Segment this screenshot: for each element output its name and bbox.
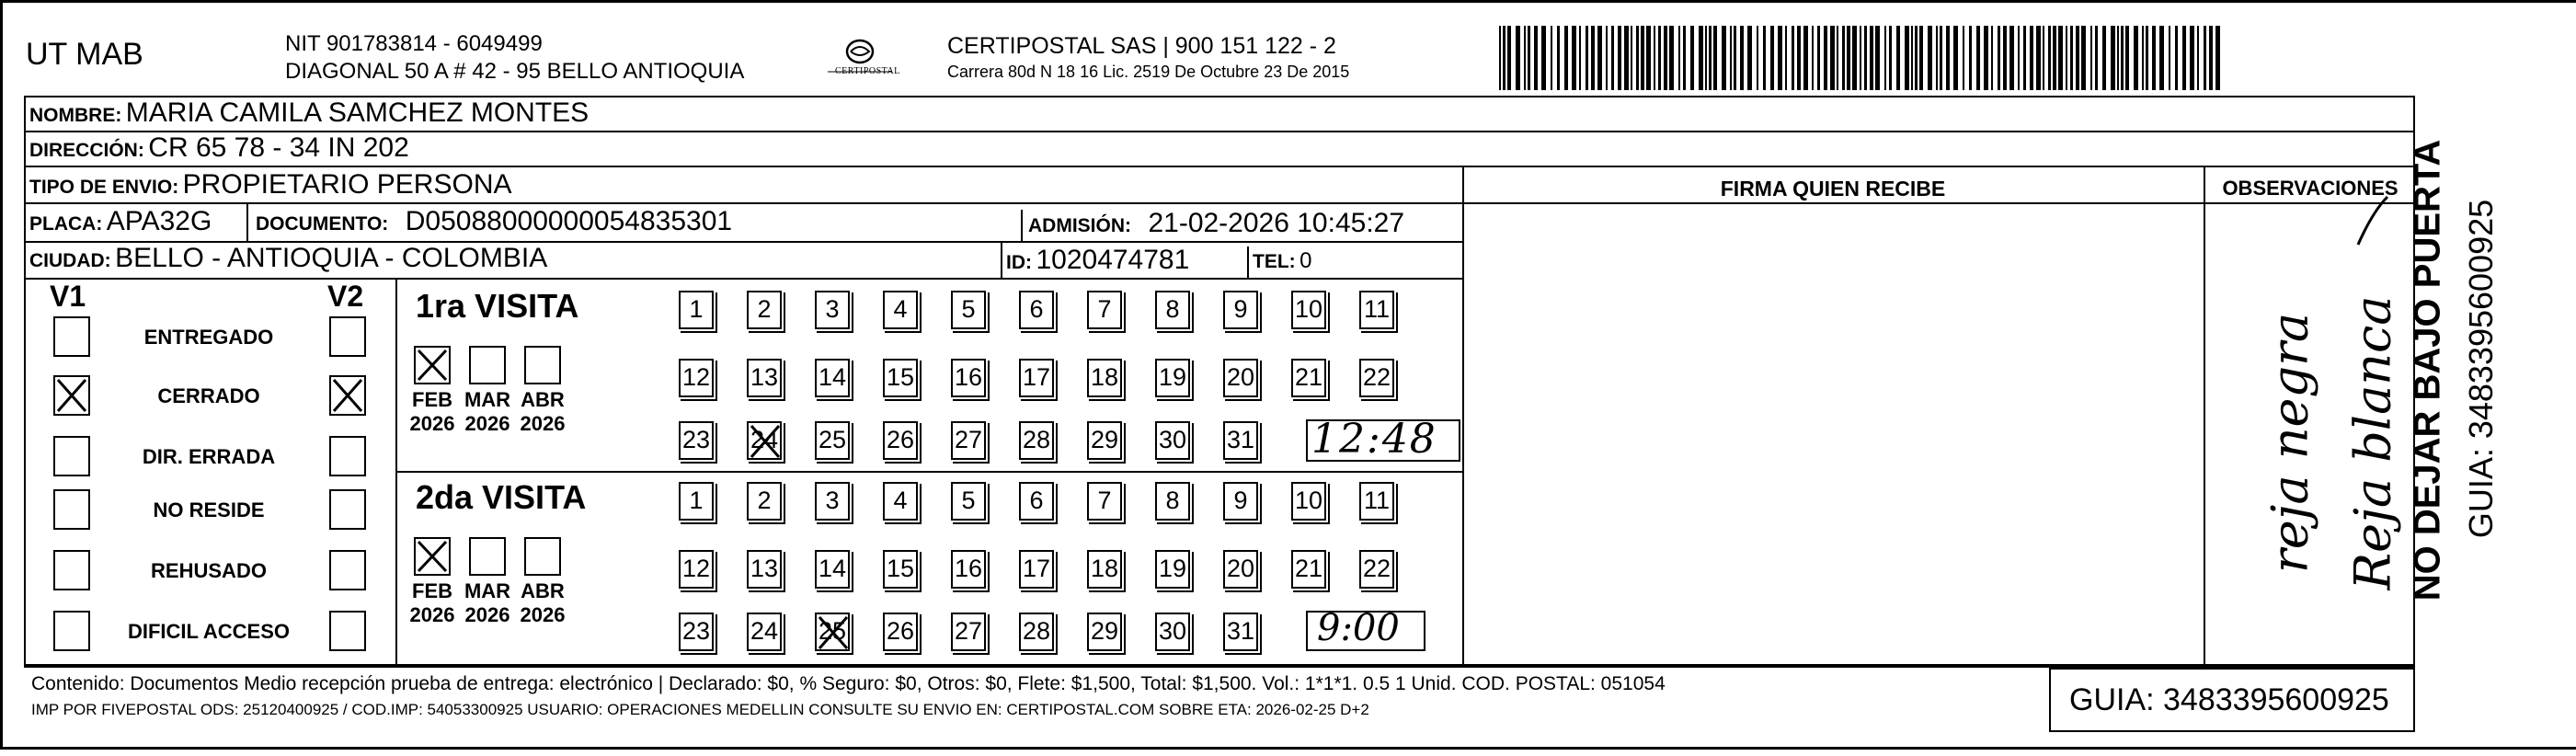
id-row bbox=[1006, 245, 1189, 276]
barcode-bar bbox=[1528, 26, 1530, 90]
city-label: CIUDAD: bbox=[29, 250, 111, 271]
signature-left-border bbox=[1462, 166, 1464, 666]
barcode-bar bbox=[1734, 26, 1736, 90]
barcode-bar bbox=[2018, 26, 2020, 90]
month-checkbox[interactable] bbox=[524, 537, 561, 576]
barcode-bar bbox=[2125, 26, 2129, 90]
tel-row bbox=[1253, 248, 1311, 274]
barcode-bar bbox=[1998, 26, 2000, 90]
barcode-bar bbox=[1705, 26, 1707, 90]
v2-checkbox[interactable] bbox=[329, 436, 366, 476]
barcode-bar bbox=[1852, 26, 1857, 90]
day-box[interactable]: 7 bbox=[1087, 291, 1122, 329]
visit2-time: 9:00 bbox=[1317, 607, 1400, 649]
barcode-bar bbox=[1797, 26, 1801, 90]
recipient-divider-2 bbox=[24, 166, 2415, 167]
barcode-bar bbox=[1946, 26, 1950, 90]
day-box[interactable]: 8 bbox=[1155, 482, 1190, 521]
month-check-mark-icon bbox=[416, 348, 449, 383]
v1-checkbox[interactable] bbox=[53, 550, 90, 590]
barcode-bar bbox=[1747, 26, 1752, 90]
barcode-bar bbox=[1763, 26, 1766, 90]
sender-address: DIAGONAL 50 A # 42 - 95 BELLO ANTIOQUIA bbox=[285, 59, 745, 84]
month-year: 2026 bbox=[409, 412, 455, 435]
day-box[interactable]: 6 bbox=[1019, 482, 1054, 521]
visit1-title: 1ra VISITA bbox=[416, 287, 579, 325]
day-box[interactable]: 17 bbox=[1019, 550, 1054, 589]
barcode-bar bbox=[2146, 26, 2148, 90]
day-box[interactable]: 16 bbox=[951, 359, 986, 397]
day-box[interactable]: 27 bbox=[951, 421, 986, 460]
v2-header: V2 bbox=[327, 280, 364, 313]
barcode-bar bbox=[1785, 26, 1787, 90]
barcode-bar bbox=[1624, 26, 1629, 90]
barcode-bar bbox=[1713, 26, 1717, 90]
visit-separator bbox=[395, 471, 1462, 473]
barcode-bar bbox=[1683, 26, 1686, 90]
day-box[interactable]: 22 bbox=[1359, 359, 1394, 397]
barcode-bar bbox=[2209, 26, 2213, 90]
day-box[interactable]: 22 bbox=[1359, 550, 1394, 589]
plate-label: PLACA: bbox=[29, 213, 103, 235]
v2-checkbox[interactable] bbox=[329, 611, 366, 651]
print-info-line: IMP POR FIVEPOSTAL ODS: 25120400925 / COD.IMP: 54053300925 USUARIO: OPERACIONES MEDELLIN CONSULTE SU ENVIO EN: CERTIPOSTAL.COM SOBRE ETA: 2026-02-25 D+2 bbox=[31, 701, 1369, 718]
observation-handwriting-1: reja negra bbox=[2261, 312, 2319, 574]
barcode-bar bbox=[1969, 26, 1972, 90]
barcode-bar bbox=[2048, 26, 2051, 90]
barcode-bar bbox=[2182, 26, 2186, 90]
status-reason-label: CERRADO bbox=[157, 384, 260, 407]
day-box[interactable]: 31 bbox=[1223, 421, 1258, 460]
barcode-bar bbox=[1557, 26, 1560, 90]
day-box[interactable]: 5 bbox=[951, 482, 986, 521]
month-name: ABR bbox=[521, 579, 565, 602]
plate-row bbox=[29, 206, 212, 237]
month-year: 2026 bbox=[464, 412, 510, 435]
barcode-bar bbox=[2095, 26, 2098, 90]
barcode-bar bbox=[1699, 26, 1703, 90]
barcode-bar bbox=[2169, 26, 2170, 90]
barcode-bar bbox=[1792, 26, 1794, 90]
barcode-bar bbox=[1896, 26, 1900, 90]
day-box[interactable]: 18 bbox=[1087, 359, 1122, 397]
barcode-bar bbox=[1516, 26, 1520, 90]
barcode-bar bbox=[1579, 26, 1581, 90]
tel-divider bbox=[1247, 246, 1249, 278]
id-divider bbox=[1001, 243, 1002, 278]
barcode-bar bbox=[1591, 26, 1595, 90]
barcode-bar bbox=[1631, 26, 1632, 90]
barcode-bar bbox=[1936, 26, 1938, 90]
day-box[interactable]: 21 bbox=[1291, 550, 1326, 589]
name-row bbox=[29, 97, 589, 129]
barcode-bar bbox=[1991, 26, 1993, 90]
guia-number: GUIA: 3483395600925 bbox=[2069, 682, 2389, 717]
barcode-bar bbox=[1611, 26, 1614, 90]
day-box[interactable]: 28 bbox=[1019, 421, 1054, 460]
day-box[interactable]: 12 bbox=[679, 550, 714, 589]
barcode-bar bbox=[1664, 26, 1667, 90]
month-label bbox=[513, 579, 572, 627]
day-box[interactable]: 31 bbox=[1223, 613, 1258, 651]
barcode-bar bbox=[1646, 26, 1651, 90]
day-box[interactable]: 21 bbox=[1291, 359, 1326, 397]
barcode-bar bbox=[1564, 26, 1568, 90]
recipient-divider-3 bbox=[24, 202, 2415, 204]
barcode-bar bbox=[1976, 26, 1980, 90]
month-label bbox=[458, 388, 517, 436]
barcode-bar bbox=[1524, 26, 1526, 90]
barcode-bar bbox=[1905, 26, 1909, 90]
barcode-bar bbox=[1860, 26, 1861, 90]
barcode-bar bbox=[1586, 26, 1588, 90]
plate-divider bbox=[246, 204, 248, 241]
barcode-bar bbox=[2076, 26, 2079, 90]
v1-check-mark-icon bbox=[55, 377, 88, 414]
barcode-bar bbox=[2190, 26, 2194, 90]
barcode-bar bbox=[1812, 26, 1814, 90]
barcode-bar bbox=[1551, 26, 1552, 90]
day-box[interactable]: 9 bbox=[1223, 482, 1258, 521]
barcode-bar bbox=[2204, 26, 2206, 90]
day-box[interactable]: 25 bbox=[815, 421, 850, 460]
address-label: DIRECCIÓN: bbox=[29, 140, 144, 161]
barcode-bar bbox=[2070, 26, 2073, 90]
barcode-bar bbox=[1658, 26, 1661, 90]
company-short-name: UT MAB bbox=[26, 37, 143, 72]
barcode-bar bbox=[1963, 26, 1964, 90]
day-box[interactable]: 4 bbox=[883, 291, 918, 329]
observation-stroke bbox=[2354, 193, 2391, 248]
day-box[interactable]: 26 bbox=[883, 421, 918, 460]
admission-divider bbox=[1021, 210, 1023, 241]
top-rule bbox=[0, 0, 2576, 3]
plate-value: APA32G bbox=[106, 206, 212, 236]
barcode-bar bbox=[1953, 26, 1958, 90]
signature-title: FIRMA QUIEN RECIBE bbox=[1720, 177, 1946, 200]
barcode-bar bbox=[2159, 26, 2164, 90]
visit2-title: 2da VISITA bbox=[416, 478, 587, 516]
month-year: 2026 bbox=[520, 412, 566, 435]
barcode-bar bbox=[1669, 26, 1674, 90]
barcode-bar bbox=[2102, 26, 2106, 90]
document-row bbox=[256, 206, 732, 237]
v2-checkbox[interactable] bbox=[329, 550, 366, 590]
barcode-bar bbox=[2134, 26, 2138, 90]
barcode-bar bbox=[1572, 26, 1576, 90]
day-box[interactable]: 2 bbox=[747, 482, 782, 521]
day-box[interactable]: 12 bbox=[679, 359, 714, 397]
bottom-rule bbox=[0, 747, 2576, 750]
day-box[interactable]: 23 bbox=[679, 613, 714, 651]
month-label bbox=[458, 579, 517, 627]
day-box[interactable]: 2 bbox=[747, 291, 782, 329]
barcode-bar bbox=[1830, 26, 1835, 90]
month-year: 2026 bbox=[464, 603, 510, 626]
day-box[interactable]: 19 bbox=[1155, 359, 1190, 397]
city-row bbox=[29, 243, 547, 274]
barcode-bar bbox=[1678, 26, 1680, 90]
day-box[interactable]: 4 bbox=[883, 482, 918, 521]
day-box[interactable]: 30 bbox=[1155, 421, 1190, 460]
logo-text: CERTIPOSTAL bbox=[835, 66, 900, 76]
tel-value: 0 bbox=[1299, 248, 1312, 273]
day-box[interactable]: 7 bbox=[1087, 482, 1122, 521]
barcode-bar bbox=[1984, 26, 1988, 90]
day-box[interactable]: 19 bbox=[1155, 550, 1190, 589]
barcode-bar bbox=[2121, 26, 2124, 90]
barcode-bar bbox=[1499, 26, 1501, 90]
barcode-bar bbox=[2175, 26, 2178, 90]
address-row bbox=[29, 132, 409, 164]
day-box[interactable]: 20 bbox=[1223, 359, 1258, 397]
month-name: FEB bbox=[412, 388, 452, 411]
month-year: 2026 bbox=[520, 603, 566, 626]
barcode-bar bbox=[1722, 26, 1726, 90]
barcode-bar bbox=[2090, 26, 2092, 90]
day-box[interactable]: 3 bbox=[815, 482, 850, 521]
month-check-mark-icon bbox=[416, 539, 449, 574]
barcode-bar bbox=[1837, 26, 1838, 90]
day-box[interactable]: 8 bbox=[1155, 291, 1190, 329]
barcode-bar bbox=[1778, 26, 1782, 90]
barcode-bar bbox=[1889, 26, 1892, 90]
v1-checkbox[interactable] bbox=[53, 316, 90, 357]
recipient-divider-5 bbox=[24, 278, 1463, 280]
day-box[interactable]: 6 bbox=[1019, 291, 1054, 329]
status-reason-label: DIFICIL ACCESO bbox=[127, 620, 290, 643]
month-label bbox=[403, 579, 462, 627]
v1-header: V1 bbox=[50, 280, 86, 313]
day-box[interactable]: 13 bbox=[747, 359, 782, 397]
month-checkbox[interactable] bbox=[469, 537, 506, 576]
visit1-time: 12:48 bbox=[1311, 416, 1437, 463]
content-line: Contenido: Documentos Medio recepción prueba de entrega: electrónico | Declarado: $0, % Seguro: $0, Otros: $0, Flete: $1,500, Total: $1,500. Vol.: 1*1*1. 0.5 1 Unid. COD. POSTAL: 051054 bbox=[31, 673, 1666, 694]
license-line: Carrera 80d N 18 16 Lic. 2519 De Octubre 23 De 2015 bbox=[947, 63, 1350, 81]
barcode-bar bbox=[1503, 26, 1506, 90]
day-box[interactable]: 13 bbox=[747, 550, 782, 589]
barcode-bar bbox=[1884, 26, 1886, 90]
barcode-bar bbox=[1740, 26, 1744, 90]
barcode-bar bbox=[2030, 26, 2033, 90]
status-reason-label: NO RESIDE bbox=[153, 498, 265, 521]
month-name: MAR bbox=[464, 579, 511, 602]
barcode-bar bbox=[2053, 26, 2056, 90]
barcode-bar bbox=[2111, 26, 2115, 90]
v2-checkbox[interactable] bbox=[329, 489, 366, 530]
barcode-bar bbox=[1847, 26, 1850, 90]
status-reason-label: ENTREGADO bbox=[143, 326, 274, 349]
day-box[interactable]: 14 bbox=[815, 359, 850, 397]
day-box[interactable]: 11 bbox=[1359, 482, 1394, 521]
barcode-bar bbox=[1757, 26, 1758, 90]
shipment-type: PROPIETARIO PERSONA bbox=[182, 169, 512, 200]
left-rule bbox=[0, 0, 3, 750]
day-box[interactable]: 10 bbox=[1291, 482, 1326, 521]
day-box[interactable]: 9 bbox=[1223, 291, 1258, 329]
day-box[interactable]: 20 bbox=[1223, 550, 1258, 589]
day-box[interactable]: 10 bbox=[1291, 291, 1326, 329]
company-name: CERTIPOSTAL SAS | 900 151 122 - 2 bbox=[947, 33, 1336, 59]
logo-emblem-icon bbox=[809, 31, 910, 90]
barcode-bar bbox=[2066, 26, 2067, 90]
barcode-bar bbox=[1654, 26, 1655, 90]
day-box[interactable]: 3 bbox=[815, 291, 850, 329]
tel-label: TEL: bbox=[1253, 251, 1296, 272]
barcode-bar bbox=[2058, 26, 2063, 90]
day-box[interactable]: 11 bbox=[1359, 291, 1394, 329]
city-value: BELLO - ANTIOQUIA - COLOMBIA bbox=[115, 243, 548, 273]
recipient-address: CR 65 78 - 34 IN 202 bbox=[148, 132, 409, 163]
certipostal-logo bbox=[809, 31, 910, 90]
type-label: TIPO DE ENVIO: bbox=[29, 177, 179, 198]
barcode-bar bbox=[1690, 26, 1694, 90]
day-box[interactable]: 24 bbox=[747, 421, 782, 460]
admission-label: ADMISIÓN: bbox=[1028, 215, 1131, 236]
barcode-bar bbox=[2081, 26, 2086, 90]
barcode-bar bbox=[1824, 26, 1827, 90]
month-label bbox=[403, 388, 462, 436]
day-box[interactable]: 30 bbox=[1155, 613, 1190, 651]
barcode-bar bbox=[1817, 26, 1820, 90]
barcode-bar bbox=[1636, 26, 1639, 90]
barcode-bar bbox=[2003, 26, 2007, 90]
observations-left-border bbox=[2204, 166, 2205, 666]
side-guia: GUIA: 3483395600925 bbox=[2462, 199, 2500, 539]
barcode-bar bbox=[1709, 26, 1712, 90]
document-label: DOCUMENTO: bbox=[256, 213, 389, 235]
observation-handwriting-2: Reja blanca bbox=[2343, 295, 2402, 590]
barcode-bar bbox=[1911, 26, 1913, 90]
name-label: NOMBRE: bbox=[29, 105, 122, 126]
status-reason-label: REHUSADO bbox=[151, 559, 267, 582]
v2-check-mark-icon bbox=[331, 377, 364, 414]
barcode-bar bbox=[2009, 26, 2014, 90]
barcode-bar bbox=[2215, 26, 2220, 90]
month-year: 2026 bbox=[409, 603, 455, 626]
barcode-bar bbox=[2152, 26, 2156, 90]
v1-checkbox[interactable] bbox=[53, 611, 90, 651]
month-checkbox[interactable] bbox=[469, 346, 506, 384]
month-name: MAR bbox=[464, 388, 511, 411]
observations-title: OBSERVACIONES bbox=[2222, 177, 2399, 200]
barcode-bar bbox=[1641, 26, 1644, 90]
day-box[interactable]: 5 bbox=[951, 291, 986, 329]
barcode-bar bbox=[2117, 26, 2119, 90]
day-box[interactable]: 24 bbox=[747, 613, 782, 651]
day-box[interactable]: 14 bbox=[815, 550, 850, 589]
day-box[interactable]: 23 bbox=[679, 421, 714, 460]
day-box[interactable]: 26 bbox=[883, 613, 918, 651]
barcode-bar bbox=[1842, 26, 1845, 90]
barcode-bar bbox=[2036, 26, 2041, 90]
id-label: ID: bbox=[1006, 252, 1032, 273]
barcode-bar bbox=[2197, 26, 2199, 90]
month-label bbox=[513, 388, 572, 436]
barcode-bar bbox=[2043, 26, 2044, 90]
month-name: ABR bbox=[521, 388, 565, 411]
barcode-bar bbox=[1870, 26, 1873, 90]
day-check-mark-icon bbox=[749, 423, 782, 460]
day-box[interactable]: 17 bbox=[1019, 359, 1054, 397]
day-check-mark-icon bbox=[817, 614, 850, 651]
barcode-bar bbox=[1875, 26, 1880, 90]
barcode-bar bbox=[1541, 26, 1546, 90]
recipient-name: MARIA CAMILA SAMCHEZ MONTES bbox=[125, 97, 590, 128]
day-box[interactable]: 1 bbox=[679, 482, 714, 521]
day-box[interactable]: 25 bbox=[815, 613, 850, 651]
day-box[interactable]: 28 bbox=[1019, 613, 1054, 651]
barcode-bar bbox=[1770, 26, 1774, 90]
barcode-bar bbox=[1618, 26, 1621, 90]
type-row bbox=[29, 169, 512, 200]
month-name: FEB bbox=[412, 579, 452, 602]
day-box[interactable]: 29 bbox=[1087, 421, 1122, 460]
barcode-bar bbox=[1534, 26, 1538, 90]
v1-checkbox[interactable] bbox=[53, 489, 90, 530]
barcode-bar bbox=[2023, 26, 2026, 90]
v1-checkbox[interactable] bbox=[53, 436, 90, 476]
day-box[interactable]: 18 bbox=[1087, 550, 1122, 589]
day-box[interactable]: 16 bbox=[951, 550, 986, 589]
month-checkbox[interactable] bbox=[524, 346, 561, 384]
day-box[interactable]: 27 bbox=[951, 613, 986, 651]
v2-checkbox[interactable] bbox=[329, 316, 366, 357]
day-box[interactable]: 15 bbox=[883, 359, 918, 397]
day-box[interactable]: 29 bbox=[1087, 613, 1122, 651]
barcode-bar bbox=[1507, 26, 1511, 90]
barcode-bar bbox=[1597, 26, 1602, 90]
status-reason-label: DIR. ERRADA bbox=[142, 445, 276, 468]
day-box[interactable]: 15 bbox=[883, 550, 918, 589]
barcode-bar bbox=[1928, 26, 1932, 90]
barcode-bar bbox=[2142, 26, 2144, 90]
barcode-bar bbox=[1919, 26, 1923, 90]
id-value: 1020474781 bbox=[1036, 245, 1190, 275]
barcode-bar bbox=[1940, 26, 1942, 90]
admission-datetime: 21-02-2026 10:45:27 bbox=[1148, 208, 1405, 238]
document-value: D05088000000054835301 bbox=[405, 206, 733, 236]
day-box[interactable]: 1 bbox=[679, 291, 714, 329]
barcode-bar bbox=[1730, 26, 1732, 90]
barcode-bar bbox=[1606, 26, 1608, 90]
barcode-bar bbox=[1803, 26, 1808, 90]
barcode-bar bbox=[1915, 26, 1918, 90]
barcode bbox=[1499, 26, 2226, 90]
barcode-bar bbox=[1864, 26, 1867, 90]
side-warning: NO DEJAR BAJO PUERTA bbox=[2407, 139, 2448, 601]
nit-line: NIT 901783814 - 6049499 bbox=[285, 31, 543, 56]
admission-row bbox=[1028, 208, 1404, 239]
